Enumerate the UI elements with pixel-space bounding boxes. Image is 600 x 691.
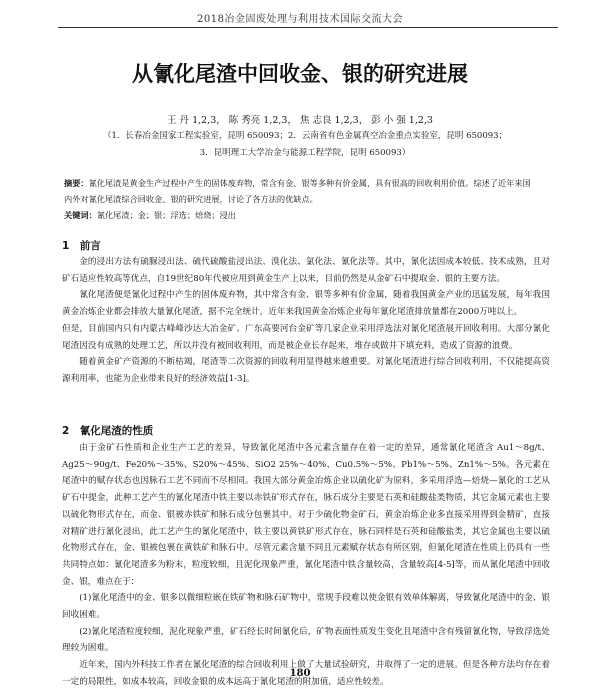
paragraph: 随着黄金矿产资源的不断枯竭，尾渣等二次资源的回收利用显得越来越重要。对氰化尾渣进行综合回收利用，不仅能提高资源利用率，也能为企业带来良好的经济效益[1-3]。 (62, 357, 550, 384)
keywords-label: 关键词： (64, 210, 97, 220)
abstract (64, 175, 534, 207)
paper-title: 从氰化尾渣中回收金、银的研究进展 (132, 62, 468, 86)
abstract-text: 氰化尾渣是黄金生产过程中产生的固体废弃物，常含有金、银等多种有价金属，具有很高的回收利用价值。综述了近年来国内外对氰化尾渣综合回收金、银的研究进展，讨论了各方法的优缺点。 (64, 178, 531, 204)
section-body-properties (62, 440, 550, 691)
section-heading-properties: 2 氰化尾渣的性质 (62, 425, 154, 437)
page-number: 180 (289, 668, 311, 679)
running-header: 2018冶金固废处理与利用技术国际交流大会 (197, 14, 403, 25)
paragraph: (1)氰化尾渣中的金、银多以微细粒嵌在铁矿物和脉石矿物中，常规手段难以使金银有效单体解离，导致氰化尾渣中的金、银回收困难。 (62, 593, 550, 621)
affiliation-line: 3．昆明理工大学冶金与能源工程学院，昆明 650093） (199, 148, 411, 158)
paragraph: 但是，目前国内只有内蒙古峰峰沙达大冶金矿、广东高要河台金矿等几家企业采用浮选法对氰化尾渣展开回收利用。大部分氰化尾渣因没有成熟的处理工艺，所以并没有被回收利用，而是被企业长存起来，堆存或做井下填充料，造成了资源的浪费。 (62, 323, 550, 351)
affiliations (60, 128, 550, 162)
section-heading-intro: 1 前言 (62, 240, 101, 252)
paragraph: 近年来，国内外科技工作者在氰化尾渣的综合回收利用上做了大量试验研究，并取得了一定的进展。但是各种方法均存在着一定的局限性，如成本较高，回收金银的成本远高于氰化尾渣的附加值，适应性较差。 (62, 660, 550, 687)
paragraph: (2)氰化尾渣粒度较细，泥化现象严重，矿石经长时间氰化后，矿物表面性质发生变化且尾渣中含有残留氰化物，导致浮选处理较为困难。 (62, 626, 550, 654)
affiliation-line: （1．长春冶金国家工程实验室，昆明 650093；2．云南省有色金属真空冶金重点实验室，昆明 650093； (102, 131, 508, 141)
keywords (64, 210, 534, 221)
author-list: 王 丹 1,2,3， 陈 秀亮 1,2,3， 焦 志良 1,2,3， 彭 小 强 1,2,3 (167, 115, 433, 126)
paragraph: 由于金矿石性质和企业生产工艺的差异，导致氰化尾渣中各元素含量存在着一定的差异，通常氰化尾渣含 Au1～8g/t、Ag25～90g/t、Fe20%～35%、S20%～45%、SiO2 25%～40%、Cu0.5%～5%、Pb1%～5%、Zn1%～5%。各元素在尾渣中的赋存状态也因脉石工艺不同而不尽相同。我国大部分黄金冶炼企业以硫化矿为原料，多采用浮选—焙烧—氰化的工艺从矿石中提金，此种工艺产生的氰化尾渣中铁主要以赤铁矿形式存在，脉石成分主要是石英和硅酸盐类物质，其它金属元素也主要以硫化物形式存在，而金、银被赤铁矿和脉石成分包裹其中。对于少硫化物金矿石，黄金冶炼企业多直接采用得到金精矿，直接对精矿进行氰化浸出，此工艺产生的氰化尾渣中，铁主要以黄铁矿形式存在，脉石同样是石英和硅酸盐类，其它金属也主要以硫化物形式存在，金、银被包裹在黄铁矿和脉石中。尽管元素含量不同且元素赋存状态有所区别，但氰化尾渣在性质上仍具有一些共同特点如：氰化尾渣多为粉末，粒度较细，且泥化现象严重，氰化尾渣中铁含量较高，含量较高[4-5]等，而从氰化尾渣中回收金、银，难点在于： (62, 443, 551, 587)
paragraph: 金的浸出方法有硫脲浸出法、硫代硫酸盐浸出法、溴化法、氯化法、氰化法等。其中，氰化法因成本较低、技术成熟，且对矿石适应性较高等优点，自19世纪80年代被应用到黄金生产上以来，目前仍然是从金矿石中提取金、银的主要方法。 (62, 257, 550, 284)
paragraph: 氰化尾渣便是氰化过程中产生的固体废弃物，其中常含有金、银等多种有价金属，随着我国黄金产业的迅猛发展，每年我国黄金冶炼企业都会排放大量氰化尾渣，据不完全统计，近年来我国黄金冶炼企业每年氰化尾渣排放量都在2000万吨以上。 (62, 290, 550, 318)
section-body-intro (62, 254, 550, 388)
abstract-label: 摘要： (64, 178, 89, 188)
keywords-text: 氰化尾渣；金；银；浮选；焙烧；浸出 (96, 210, 236, 220)
header-divider (58, 27, 558, 28)
